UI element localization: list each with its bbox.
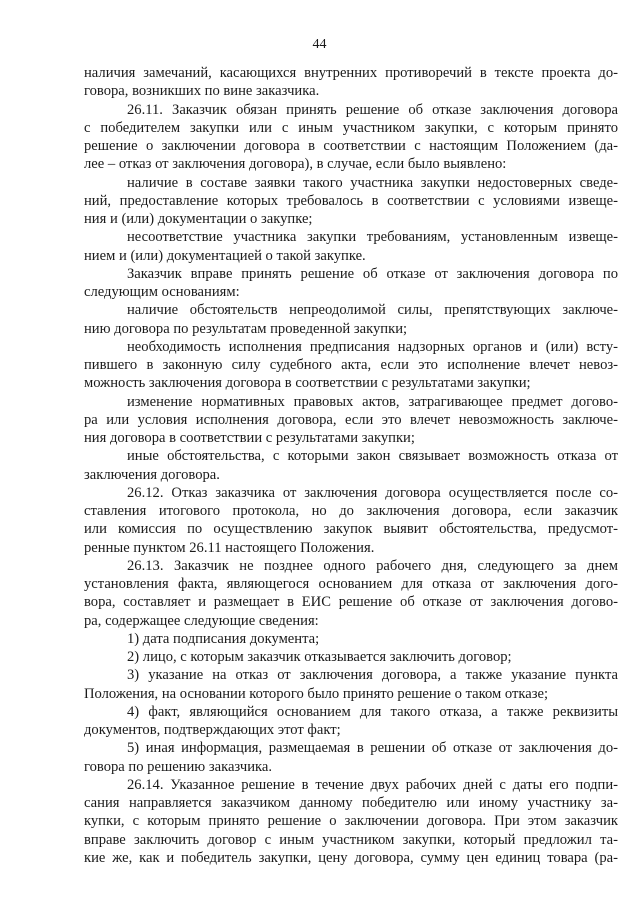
text-line: изменение нормативных правовых актов, затрагивающее предмет догово- — [127, 393, 618, 410]
text-line: 1) дата подписания документа; — [127, 630, 320, 647]
text-line: вправе заключить договор с иным участником закупки, который предложил та- — [84, 831, 618, 848]
text-line: 26.13. Заказчик не позднее одного рабочего дня, следующего за днем — [127, 557, 618, 574]
text-line: купки, с которым принято решение о заключении договора. При этом заказчик — [84, 813, 618, 830]
text-line: 5) иная информация, размещаемая в решении об отказе от заключения до- — [127, 740, 618, 757]
text-line: Заказчик вправе принять решение об отказе от заключения договора по — [127, 265, 618, 282]
text-line: документов, подтверждающих этот факт; — [84, 722, 341, 738]
text-line: ставления итогового протокола, но до заключения договора, если заказчик — [84, 503, 618, 519]
text-line: пившего в законную силу судебного акта, если это исполнение влечет невоз- — [84, 357, 618, 373]
text-line: говора, возникших по вине заказчика. — [84, 83, 320, 100]
text-line: 3) указание на отказ от заключения договора, а также указание пункта — [127, 667, 618, 684]
text-line: с победителем закупки или с иным участником закупки, с которым принято — [84, 119, 618, 136]
text-line: несоответствие участника закупки требованиям, установленным извеще- — [127, 229, 618, 246]
text-line: нием и (или) документацией о такой закупке. — [84, 247, 366, 264]
text-line: ренные пунктом 26.11 настоящего Положения. — [84, 539, 375, 556]
text-line: нию договора по результатам проведенной закупки; — [84, 320, 408, 337]
text-line: ния и (или) документации о закупке; — [84, 211, 313, 227]
text-line: Положения, на основании которого было принято решение о таком отказе; — [84, 685, 549, 702]
text-line: 26.14. Указанное решение в течение двух рабочих дней с даты его подпи- — [127, 776, 618, 793]
text-line: можность заключения договора в соответствии с результатами закупки; — [84, 375, 531, 392]
text-line: ний, предоставление которых требовалось в соответствии с условиями извеще- — [84, 192, 618, 209]
text-line: ра или условия исполнения договора, если это влечет невозможность заключе- — [84, 411, 618, 428]
document-body — [84, 64, 618, 867]
text-line: говора по решению заказчика. — [84, 758, 273, 775]
text-line: или комиссия по осуществлению закупок выявит обстоятельства, предусмот- — [84, 521, 618, 538]
text-line: 26.11. Заказчик обязан принять решение об отказе заключения договора — [127, 101, 618, 118]
text-line: наличие в составе заявки такого участника закупки недостоверных сведе- — [127, 174, 618, 191]
text-line: заключения договора. — [84, 466, 220, 483]
text-line: кие же, как и победитель закупки, цену договора, сумму цен единиц товара (ра- — [84, 849, 618, 866]
text-line: иные обстоятельства, с которыми закон связывает возможность отказа от — [127, 448, 618, 465]
text-line: следующим основаниям: — [84, 284, 240, 300]
text-line: решение о заключении договора в соответствии с настоящим Положением (да- — [84, 138, 618, 154]
text-line: 26.12. Отказ заказчика от заключения договора осуществляется после со- — [127, 484, 618, 501]
text-line: установления факта, являющегося основанием для отказа от заключения дого- — [84, 576, 618, 592]
text-line: ра, содержащее следующие сведения: — [84, 612, 319, 629]
text-line: сания направляется заказчиком данному победителю или иному участнику за- — [84, 795, 618, 811]
text-line: 4) факт, являющийся основанием для такого отказа, а также реквизиты — [127, 703, 618, 720]
text-line: вора, составляет и размещает в ЕИС решение об отказе от заключения догово- — [84, 594, 618, 611]
page-number: 44 — [312, 37, 327, 52]
text-line: необходимость исполнения предписания надзорных органов и (или) всту- — [127, 338, 618, 355]
text-line: лее – отказ от заключения договора), в случае, если было выявлено: — [84, 156, 507, 173]
text-line: ния договора в соответствии с результатами закупки; — [84, 430, 415, 446]
text-line: наличия замечаний, касающихся внутренних противоречий в тексте проекта до- — [84, 65, 618, 81]
text-line: 2) лицо, с которым заказчик отказывается заключить договор; — [127, 649, 512, 665]
text-line: наличие обстоятельств непреодолимой силы, препятствующих заключе- — [127, 302, 618, 319]
